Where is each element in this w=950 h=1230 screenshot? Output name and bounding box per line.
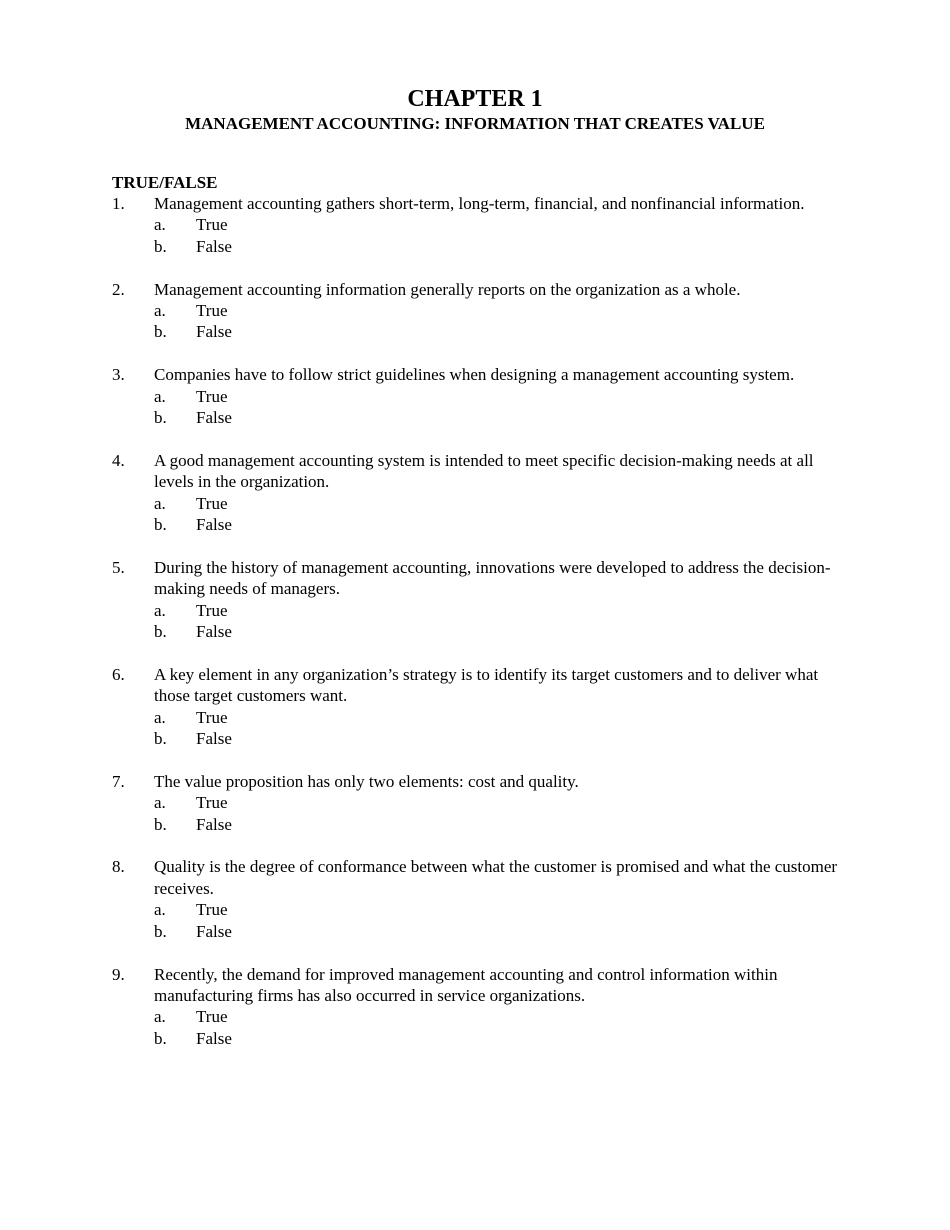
option-text: True [196, 1007, 228, 1027]
option-text: True [196, 301, 228, 321]
answer-option [154, 621, 852, 642]
option-letter: b. [154, 1028, 167, 1048]
answer-option [154, 514, 852, 535]
question-text: Quality is the degree of conformance between what the customer is promised and what the customer receives. [154, 857, 838, 898]
question-text: A key element in any organization’s strategy is to identify its target customers and to deliver what those target customers want. [154, 664, 819, 706]
question-number: 4. [112, 450, 125, 470]
option-letter: a. [154, 793, 166, 813]
option-letter: b. [154, 921, 167, 941]
question-item [112, 856, 852, 942]
option-text: False [196, 322, 232, 342]
answer-option [154, 1028, 852, 1049]
option-letter: a. [154, 215, 166, 235]
question-text: The value proposition has only two elements: cost and quality. [154, 771, 579, 791]
option-text: False [196, 814, 232, 834]
option-text: False [196, 408, 232, 428]
question-item [112, 964, 852, 1050]
option-letter: b. [154, 729, 167, 749]
option-text: True [196, 600, 228, 620]
answer-option [154, 407, 852, 428]
answer-option [154, 236, 852, 257]
question-number: 8. [112, 857, 125, 877]
question-text: During the history of management accounting, innovations were developed to address the decision-making needs of managers. [154, 557, 831, 599]
option-letter: b. [154, 322, 167, 342]
question-number: 9. [112, 964, 125, 984]
question-list [112, 193, 852, 1071]
question-text: Companies have to follow strict guidelines when designing a management accounting system. [154, 365, 795, 385]
answer-option [154, 300, 852, 321]
option-letter: b. [154, 236, 167, 256]
question-number: 3. [112, 365, 125, 385]
option-letter: a. [154, 707, 166, 727]
option-text: False [196, 729, 232, 749]
answer-option [154, 899, 852, 920]
question-item [112, 664, 852, 750]
chapter-subtitle: MANAGEMENT ACCOUNTING: INFORMATION THAT CREATES VALUE [185, 114, 765, 133]
option-letter: a. [154, 900, 166, 920]
question-item [112, 771, 852, 835]
option-text: True [196, 900, 228, 920]
option-text: True [196, 793, 228, 813]
option-letter: a. [154, 493, 166, 513]
question-number: 5. [112, 557, 125, 577]
answer-option [154, 814, 852, 835]
option-text: False [196, 921, 232, 941]
question-number: 7. [112, 771, 125, 791]
question-item [112, 364, 852, 428]
answer-option [154, 1006, 852, 1027]
answer-option [154, 921, 852, 942]
answer-option [154, 386, 852, 407]
option-letter: b. [154, 515, 167, 535]
answer-option [154, 728, 852, 749]
option-text: False [196, 515, 232, 535]
option-letter: a. [154, 386, 166, 406]
option-text: True [196, 493, 228, 513]
option-letter: b. [154, 814, 167, 834]
question-number: 1. [112, 194, 125, 213]
question-text: A good management accounting system is intended to meet specific decision-making needs at all levels in the organization. [154, 450, 814, 492]
chapter-title: CHAPTER 1 [407, 86, 543, 112]
option-letter: a. [154, 301, 166, 321]
question-text: Recently, the demand for improved management accounting and control information within manufacturing firms has also occurred in service organizations. [154, 964, 778, 1005]
answer-option [154, 600, 852, 621]
answer-option [154, 707, 852, 728]
option-text: True [196, 215, 228, 235]
question-number: 6. [112, 664, 125, 684]
question-item [112, 193, 852, 257]
answer-option [154, 493, 852, 514]
question-item [112, 450, 852, 536]
question-text: Management accounting information generally reports on the organization as a whole. [154, 279, 741, 299]
section-heading: TRUE/FALSE [112, 173, 218, 192]
option-text: False [196, 236, 232, 256]
option-text: False [196, 1028, 232, 1048]
question-text: Management accounting gathers short-term, long-term, financial, and nonfinancial information. [154, 194, 805, 213]
answer-option [154, 321, 852, 342]
answer-option [154, 792, 852, 813]
option-text: True [196, 386, 228, 406]
option-text: True [196, 707, 228, 727]
option-letter: b. [154, 408, 167, 428]
question-number: 2. [112, 279, 125, 299]
answer-option [154, 214, 852, 235]
question-item [112, 557, 852, 643]
option-text: False [196, 622, 232, 642]
option-letter: b. [154, 622, 167, 642]
question-item [112, 279, 852, 343]
option-letter: a. [154, 1007, 166, 1027]
option-letter: a. [154, 600, 166, 620]
